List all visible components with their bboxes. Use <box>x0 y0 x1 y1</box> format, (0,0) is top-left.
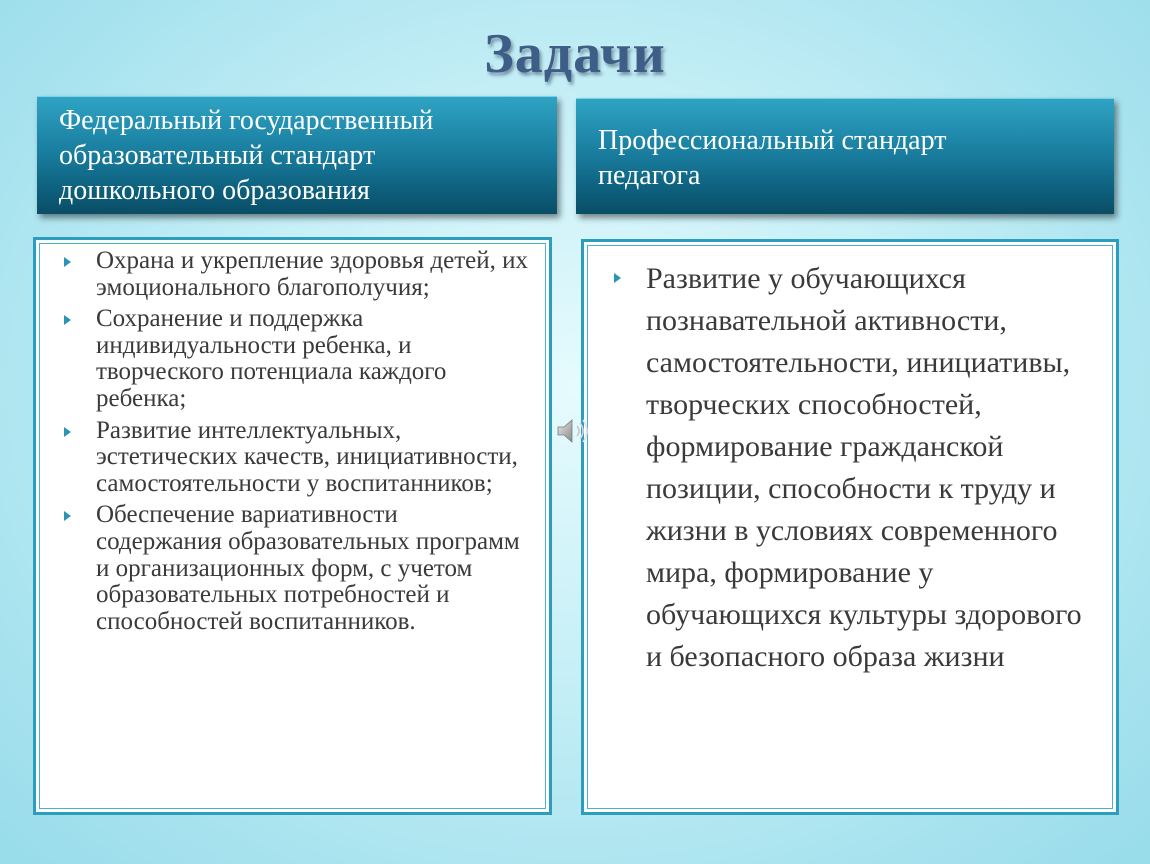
list-item-text: Обеспечение вариативности содержания образовательных программ и организационных форм, с учетом образовательных потребностей и способностей воспитанников. <box>96 501 520 635</box>
bullet-arrow-icon <box>64 315 71 325</box>
left-header <box>37 96 557 214</box>
bullet-arrow-icon <box>64 511 71 521</box>
list-item-text: Сохранение и поддержка индивидуальности ребенка, и творческого потенциала каждого ребенка; <box>96 305 447 412</box>
left-bullet-list <box>46 248 529 640</box>
bullet-arrow-icon <box>614 273 621 283</box>
bullet-arrow-icon <box>64 427 71 437</box>
slide-title: Задачи <box>484 23 666 85</box>
right-bullet-list <box>598 258 1096 678</box>
right-header <box>576 98 1114 214</box>
list-item <box>46 418 529 498</box>
right-header-line-1: Профессиональный стандарт <box>598 125 947 156</box>
right-panel <box>581 239 1119 815</box>
bullet-arrow-icon <box>64 257 71 267</box>
speaker-icon[interactable] <box>556 416 594 446</box>
list-item-text: Развитие интеллектуальных, эстетических качеств, инициативности, самостоятельности у воспитанников; <box>96 416 518 497</box>
left-panel <box>33 237 552 815</box>
list-item-text: Охрана и укрепление здоровья детей, их эмоционального благополучия; <box>96 247 528 301</box>
list-item-text: Развитие у обучающихся познавательной активности, самостоятельности, инициативы, творческих способностей, формирование гражданской позиции, способности к труду и жизни в условиях современного мира, формирование у обучающихся культуры здорового и безопасного образа жизни <box>646 262 1082 673</box>
list-item <box>598 258 1096 678</box>
right-header-line-2: педагога <box>598 160 701 191</box>
left-header-line-3: дошкольного образования <box>59 175 370 206</box>
list-item <box>46 502 529 635</box>
left-header-line-2: образовательный стандарт <box>59 140 376 171</box>
list-item <box>46 248 529 301</box>
list-item <box>46 306 529 412</box>
left-header-line-1: Федеральный государственный <box>59 105 434 136</box>
